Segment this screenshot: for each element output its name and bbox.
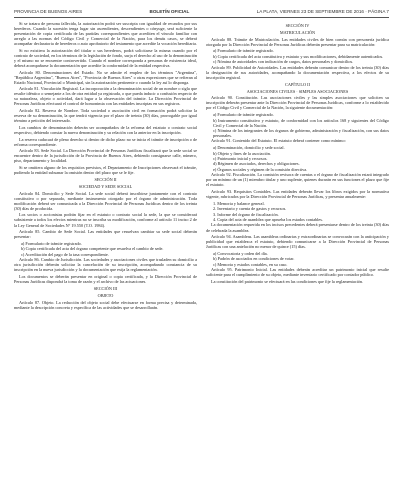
right-column-heading: MATRICULACIÓN xyxy=(279,30,316,36)
right-column-list-item: 4. Copia del acta de asamblea que aprueba los estados contables. xyxy=(213,217,323,223)
right-column-paragraph: Artículo 93. Requisitos Contables. Las entidades deberán llevar los libros exigidos por la normativa vigente, rubricados por la Dirección Provincial de Personas Jurídicas, y presentar anualmente: xyxy=(206,189,389,200)
left-column-paragraph: Artículo 87. Objeto. La redacción del objeto social debe efectuarse en forma precisa y determinada, mediante la descripción concreta y específica de las actividades que se desarrollarán. xyxy=(14,299,197,310)
right-column-paragraph: Artículo 88. Trámite de Matriculación. Las entidades civiles de bien común con personería jurídica otorgada por la Dirección Provincial de Personas Jurídicas deberán presentar para su matriculación: xyxy=(206,36,389,47)
right-column-heading: ASOCIACIONES CIVILES · SIMPLES ASOCIACIONES xyxy=(246,88,349,94)
left-column-heading: SOCIEDAD Y SEDE SOCIAL xyxy=(78,184,133,190)
right-column-list-item: b) Copia certificada del acta constitutiva y estatuto y sus modificaciones, debidamente autenticados. xyxy=(213,53,384,59)
left-column-paragraph: Los documentos se deberán presentar en original o copia certificada, y la Dirección Provincial de Personas Jurídicas dispondrá la toma de razón y el archivo de las actuaciones. xyxy=(14,273,197,284)
left-column-paragraph: Artículo 82. Reserva de Nombre. Toda sociedad o asociación civil en formación podrá solicitar la reserva de su denominación, la que tendrá vigencia por el plazo de treinta (30) días, prorrogable por igual término a petición del interesado. xyxy=(14,108,197,124)
left-column-list-item: c) Acreditación del pago de la tasa correspondiente. xyxy=(21,251,109,257)
left-column-paragraph: Artículo 85. Cambio de Sede Social. Las entidades que resuelvan cambiar su sede social deberán presentar: xyxy=(14,229,197,240)
right-column-paragraph: La constitución del patrimonio se efectuará en las condiciones que fije la reglamentación. xyxy=(211,278,364,284)
left-column-paragraph: Los cambios de denominación deberán ser acompañados de la reforma del estatuto o contrato social respectivo, debiendo constar la nueva denominación y su relación con la anterior en la inscripción. xyxy=(14,124,197,135)
right-column-list-item: a) Formulario de trámite registrado. xyxy=(213,112,274,118)
right-column-paragraph: Artículo 90. Constitución. Las asociaciones civiles y las simples asociaciones que soliciten su inscripción deberán presentar ante la Dirección Provincial de Personas Jurídicas, conforme a lo establecido por el Código Civil y Comercial de la Nación, la siguiente documentación: xyxy=(206,95,389,111)
right-column-list-item: e) Órganos sociales y régimen de la comisión directiva. xyxy=(213,166,308,172)
left-column-paragraph: Artículo 83. Sede Social. La Dirección Provincial de Personas Jurídicas fiscalizará que la sede social se encuentre dentro de la jurisdicción de la Provincia de Buenos Aires, debiendo consignarse calle, número, piso, departamento y localidad. xyxy=(14,148,197,164)
right-column-paragraph: Artículo 92. Fiscalización. La comisión revisora de cuentas o el órgano de fiscalización estará integrado por un mínimo de un (1) miembro titular y uno suplente, quienes durarán en sus funciones el plazo que fije el estatuto. xyxy=(206,172,389,188)
left-column xyxy=(14,21,197,471)
right-column-paragraph: Artículo 91. Contenido del Estatuto. El estatuto deberá contener como mínimo: xyxy=(211,138,346,144)
right-column-list-item: a) Formulario de trámite registrado. xyxy=(213,48,274,54)
left-column-heading: SECCIÓN III xyxy=(93,286,118,291)
right-column-list-item: c) Memoria y estados contables, en su caso. xyxy=(213,261,288,267)
left-column-paragraph: Artículo 84. Domicilio y Sede Social. La sede social deberá inscribirse juntamente con el contrato constitutivo o por separado, mediante instrumento otorgado por el órgano de administración. Toda modificación deberá ser comunicada a la Dirección Provincial de Personas Jurídicas dentro de los treinta (30) días de producida. xyxy=(14,190,197,211)
right-column-list-item: c) Nómina de los integrantes de los órganos de gobierno, administración y fiscalización, con sus datos personales. xyxy=(213,127,389,139)
right-column xyxy=(206,21,389,471)
left-column-paragraph: Si se omitiera alguno de los requisitos previstos, el Departamento de Inscripciones observará el trámite, pudiendo la entidad subsanar la omisión dentro del plazo que se le fije. xyxy=(14,164,197,176)
right-column-paragraph: Artículo 89. Publicidad de Autoridades. Las entidades deberán comunicar dentro de los treinta (30) días la designación de sus autoridades, acompañando la documentación respectiva, a los efectos de su inscripción registral. xyxy=(206,64,389,80)
left-column-paragraph: Los socios o accionistas podrán fijar en el estatuto o contrato social la sede, la que se considerará subsistente a todos los efectos mientras no se inscriba su modificación, conforme al artículo 11 inciso 2 de la Ley General de Sociedades N° 19.550 (T.O. 1984). xyxy=(14,212,197,228)
left-column-paragraph: Artículo 81. Vinculación Registral. La incorporación a la denominación social de un nombre o sigla que resulte idéntico o semejante a los de otra entidad ya registrada, o que pueda inducir a confusión respecto de su naturaleza, objeto o actividad, dará lugar a la observación del trámite. La Dirección Provincial de Personas Jurídicas efectuará el control de homonimia con las entidades inscriptas en sus registros. xyxy=(14,86,197,107)
header-rule xyxy=(14,17,389,18)
right-column-list-item: c) Patrimonio inicial y recursos. xyxy=(213,155,268,161)
right-column-list-item: 1. Memoria y balance general. xyxy=(213,200,265,206)
right-column-list-item: a) Convocatoria y orden del día. xyxy=(213,250,268,256)
right-column-list-item: b) Objeto y fines de la asociación. xyxy=(213,150,271,156)
header-date-page: LA PLATA, VIERNES 23 DE SEPTIEMBRE DE 2016 · PÁGINA 7 xyxy=(256,9,389,14)
right-column-list-item: 3. Informe del órgano de fiscalización. xyxy=(213,211,279,217)
left-column-paragraph: Si se tratara de persona fallecida, la autorización podrá ser suscripta con igualdad de recaudos por sus herederos. Cuando la sucesión tenga lugar sin ascendientes, descendientes o cónyuge, será suficiente la presentación de copia certificada de las partidas correspondientes que acrediten el vínculo familiar con arreglo a las normas del Código Civil y Comercial de la Nación, para los demás casos, se deberá acompañar declaratoria de herederos o auto aprobatorio del testamento que acredite la vocación hereditaria. xyxy=(14,21,197,47)
right-column-list-item: b) Padrón de asociados en condiciones de votar. xyxy=(213,256,295,262)
page-header xyxy=(14,7,389,16)
right-column-list-item: d) Régimen de asociados, derechos y obligaciones. xyxy=(213,161,300,167)
right-column-paragraph: Artículo 95. Patrimonio Inicial. Las entidades deberán acreditar un patrimonio inicial que resulte suficiente para el cumplimiento de su objeto, mediante inventario certificado por contador público. xyxy=(206,267,389,278)
header-province: PROVINCIA DE BUENOS AIRES xyxy=(14,9,83,14)
left-column-heading: OBJETO xyxy=(97,293,114,299)
right-column-list-item: a) Denominación, domicilio y sede social. xyxy=(213,145,285,151)
left-column-heading: SECCIÓN II xyxy=(94,177,117,183)
header-gazette-title: BOLETÍN OFICIAL xyxy=(149,9,190,14)
left-column-paragraph: Artículo 80. Denominaciones del Estado. No se admite el empleo de los términos "Argentina", "República Argentina", "Buenos Aires", "Provincia de Buenos Aires" o otras expresiones que se refieran al Estado Nacional, Provincial o Municipal, sin la autorización pertinente o cuando la ley así lo disponga. xyxy=(14,69,197,85)
right-column-paragraph: La documentación requerida en los incisos precedentes deberá presentarse dentro de los treinta (30) días de celebrada la asamblea. xyxy=(206,222,389,233)
right-column-list-item: b) Instrumento constitutivo y estatuto, de conformidad con los artículos 168 y siguientes del Código Civil y Comercial de la Nación. xyxy=(213,117,389,128)
right-column-heading: CAPÍTULO II xyxy=(285,81,310,87)
right-column-list-item: 2. Inventario y cuenta de gastos y recursos. xyxy=(213,206,287,212)
left-column-paragraph: Si no existiera la autorización del titular o sus herederos, podrá solicitarse la misma cuando por el contrato de sociedad, en los términos de la legislación de fondo, surja el derecho al uso de la denominación y el mismo no se encuentre controvertido. Cuando el nombre corresponda a personas de existencia ideal, deberá acompañarse la documentación que acredite la conformidad de la entidad respectiva. xyxy=(14,47,197,68)
left-column-list-item: a) Formulario de trámite registrado. xyxy=(21,240,82,246)
right-column-paragraph: Artículo 94. Asambleas. Las asambleas ordinarias y extraordinarias se convocarán con la anticipación y publicidad que establezca el estatuto, debiendo comunicarse a la Dirección Provincial de Personas Jurídicas con una antelación no menor de quince (15) días. xyxy=(206,234,389,250)
left-column-list-item: b) Copia certificada del acta del órgano competente que resuelva el cambio de sede. xyxy=(21,246,164,252)
right-column-list-item: c) Nómina de autoridades con indicación de cargos, datos personales y domicilios. xyxy=(213,59,354,65)
left-column-paragraph: Artículo 86. Cambio de Jurisdicción. Las sociedades y asociaciones civiles que trasladen su domicilio a otra jurisdicción deberán solicitar la cancelación de su inscripción, acompañando constancia de su inscripción en la nueva jurisdicción y la documentación que exija la reglamentación. xyxy=(14,257,197,273)
right-column-heading: SECCIÓN IV xyxy=(285,23,310,28)
left-column-paragraph: La reserva caducará de pleno derecho si dentro de dicho plazo no se inicia el trámite de inscripción o de reforma correspondiente. xyxy=(14,136,197,147)
